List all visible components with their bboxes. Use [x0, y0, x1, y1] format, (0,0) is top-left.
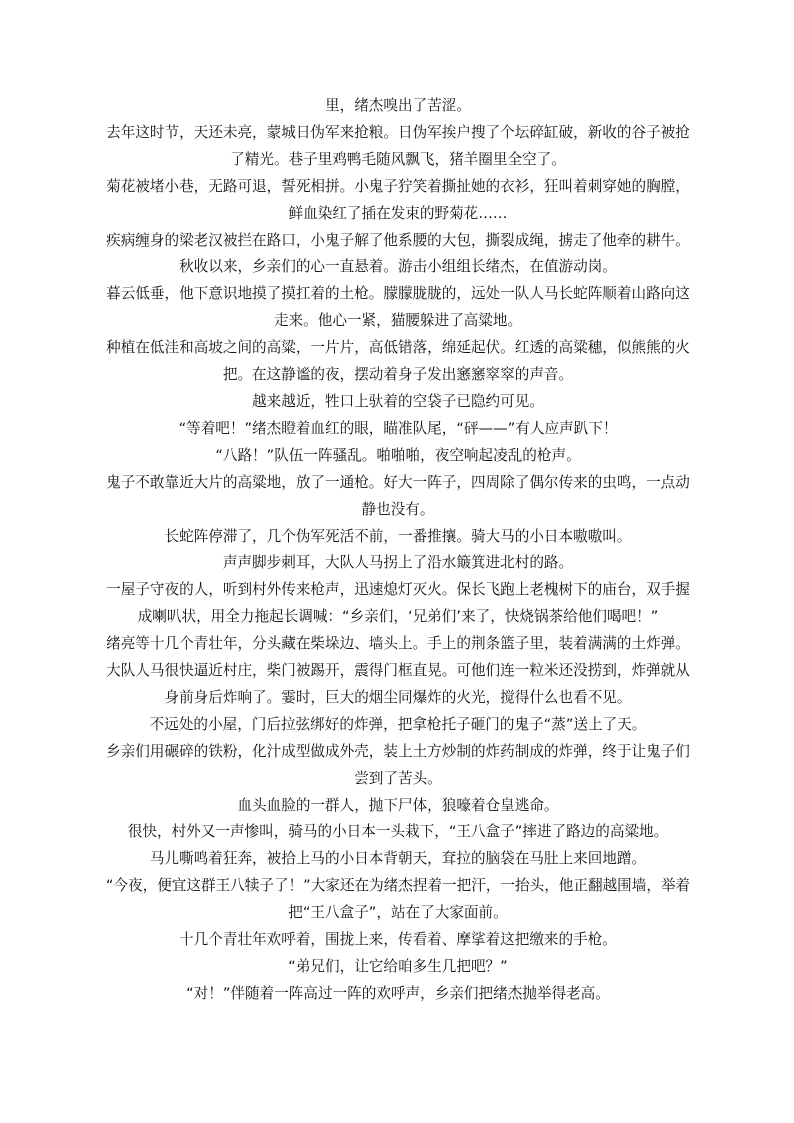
paragraph: 里，绪杰嗅出了苦涩。 — [325, 97, 471, 114]
paragraph: 血头血脸的一群人，抛下尸体，狼嚎着仓皇逃命。 — [237, 796, 559, 814]
paragraph: 马儿嘶鸣着狂奔，被拾上马的小日本背朝天，耷拉的脑袋在马肚上来回地蹭。 — [149, 850, 647, 868]
paragraph: 绪亮等十几个青壮年，分头藏在柴垛边、墙头上。手上的荆条篮子里，装着满满的土炸弹。大队人马很快逼近村庄，柴门被踢开，震得门框直晃。可他们连一粒米还没捞到，炸弹就从身前身后炸响了。霎时，巨大的烟尘同爆炸的火光，搅得什么也看不见。 — [106, 635, 690, 706]
paragraph: “弟兄们，让它给咱多生几把吧？” — [288, 958, 508, 975]
story-text — [100, 93, 696, 1008]
paragraph: “对！”伴随着一阵高过一阵的欢呼声，乡亲们把绪杰抛举得老高。 — [186, 984, 610, 1002]
paragraph: “今夜，便宜这群王八犊子了！”大家还在为绪杰捏着一把汗，一抬头，他正翻越围墙，举着把“王八盒子”，站在了大家面前。 — [105, 877, 691, 922]
paragraph: 菊花被堵小巷，无路可退，誓死相拼。小鬼子狞笑着撕扯她的衣衫，狂叫着刺穿她的胸膛，鲜血染红了插在发束的野菊花…… — [106, 177, 690, 222]
paragraph: 乡亲们用碾碎的铁粉，化汁成型做成外壳，装上土方炒制的炸药制成的炸弹，终于让鬼子们尝到了苦头。 — [106, 742, 690, 787]
paragraph: 十几个青壮年欢呼着，围拢上来，传看着、摩挲着这把缴来的手枪。 — [179, 931, 617, 949]
paragraph: 疾病缠身的梁老汉被拦在路口，小鬼子解了他系腰的大包，撕裂成绳，掳走了他牵的耕牛。秋收以来，乡亲们的心一直悬着。游击小组组长绪杰，在值游动岗。 — [106, 231, 690, 276]
paragraph: 去年这时节，天还未亮，蒙城日伪军来抢粮。日伪军挨户搜了个坛碎缸破，新收的谷子被抢了精光。巷子里鸡鸭毛随风飘飞，猪羊圈里全空了。 — [106, 123, 690, 168]
paragraph: 长蛇阵停滞了，几个伪军死活不前，一番推攘。骑大马的小日本嗷嗷叫。 — [164, 527, 632, 545]
paragraph: 不远处的小屋，门后拉弦绑好的炸弹，把拿枪托子砸门的鬼子“蒸”送上了天。 — [149, 715, 647, 733]
paragraph: 声声脚步刺耳，大队人马拐上了沿水簸箕进北村的路。 — [222, 554, 574, 572]
paragraph: 一屋子守夜的人，听到村外传来枪声，迅速熄灯灭火。保长飞跑上老槐树下的庙台，双手握成喇叭状，用全力拖起长调喊：“乡亲们，‘兄弟们’来了，快烧锅茶给他们喝吧！” — [106, 581, 690, 626]
paragraph: 暮云低垂，他下意识地摸了摸扛着的土枪。朦朦胧胧的，远处一队人马长蛇阵顺着山路向这走来。他心一紧，猫腰躲进了高粱地。 — [106, 285, 690, 330]
paragraph: “八路！”队伍一阵骚乱。啪啪啪，夜空响起凌乱的枪声。 — [215, 446, 581, 464]
paragraph: 鬼子不敢靠近大片的高粱地，放了一通枪。好大一阵子，四周除了偶尔传来的虫鸣，一点动静也没有。 — [106, 473, 690, 518]
paragraph: 种植在低洼和高坡之间的高粱，一片片，高低错落，绵延起伏。红透的高粱穗，似熊熊的火把。在这静谧的夜，摆动着身子发出窸窸窣窣的声音。 — [106, 339, 690, 384]
paragraph: 越来越近，牲口上驮着的空袋子已隐约可见。 — [252, 392, 544, 410]
paragraph: “等着吧！”绪杰瞪着血红的眼，瞄准队尾，“砰——”有人应声趴下！ — [178, 419, 618, 437]
paragraph: 很快，村外又一声惨叫，骑马的小日本一头栽下，“王八盒子”摔进了路边的高粱地。 — [127, 823, 669, 841]
